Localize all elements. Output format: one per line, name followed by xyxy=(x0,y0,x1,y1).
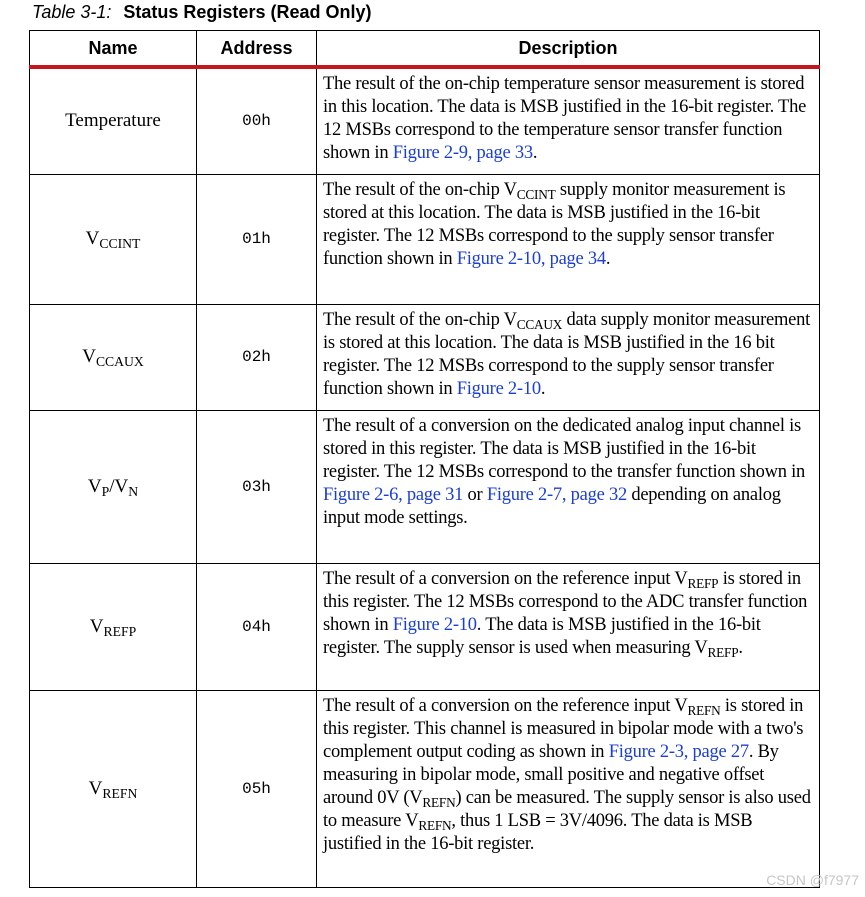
register-name: $V_P/V_N$ xyxy=(30,410,197,563)
register-address: 03h xyxy=(197,410,317,563)
table-caption xyxy=(32,1,371,23)
table-row xyxy=(30,563,820,690)
register-description: The result of a conversion on the reference input $V_{REFN}$ is stored in this register. This channel is measured in bipolar mode with a two's complement output coding as shown in Figure 2-3, page 27. By measuring in bipolar mode, small positive and negative offset around 0V $(V_{REFN})$ can be measured. The supply sensor is also used to measure $V_{REFN}$, thus 1 LSB = 3V/4096. The data is MSB justified in the 16-bit register. xyxy=(317,690,820,887)
register-description: The result of a conversion on the dedicated analog input channel is stored in this register. The data is MSB justified in the 16-bit register. The 12 MSBs correspond to the transfer function shown in Figure 2-6, page 31 or Figure 2-7, page 32 depending on analog input mode settings. xyxy=(317,410,820,563)
register-name: $V_{REFP}$ xyxy=(30,563,197,690)
header-row xyxy=(30,31,820,68)
table-row xyxy=(30,410,820,563)
table-row xyxy=(30,304,820,410)
register-address: 00h xyxy=(197,67,317,174)
watermark: CSDN @f7977 xyxy=(766,872,859,888)
register-address: 01h xyxy=(197,174,317,304)
register-address: 04h xyxy=(197,563,317,690)
header-name: Name xyxy=(30,31,197,68)
register-description: The result of the on-chip $V_{CCINT}$ supply monitor measurement is stored at this location. The data is MSB justified in the 16-bit register. The 12 MSBs correspond to the supply sensor transfer function shown in Figure 2-10, page 34. xyxy=(317,174,820,304)
figure-link[interactable]: Figure 2-7, page 32 xyxy=(486,484,627,505)
status-registers-table xyxy=(29,30,820,888)
header-description: Description xyxy=(317,31,820,68)
register-name: $V_{CCAUX}$ xyxy=(30,304,197,410)
register-name: Temperature xyxy=(30,67,197,174)
register-description: The result of the on-chip temperature sensor measurement is stored in this location. The data is MSB justified in the 16-bit register. The 12 MSBs correspond to the temperature sensor transfer function shown in Figure 2-9, page 33. xyxy=(317,67,820,174)
register-description: The result of a conversion on the reference input $V_{REFP}$ is stored in this register. The 12 MSBs correspond to the ADC transfer function shown in Figure 2-10. The data is MSB justified in the 16-bit register. The supply sensor is used when measuring $V_{REFP}$. xyxy=(317,563,820,690)
figure-link[interactable]: Figure 2-10 xyxy=(392,614,477,635)
header-address: Address xyxy=(197,31,317,68)
table-row xyxy=(30,174,820,304)
register-address: 05h xyxy=(197,690,317,887)
figure-link[interactable]: Figure 2-3, page 27 xyxy=(608,741,749,762)
register-description: The result of the on-chip $V_{CCAUX}$ data supply monitor measurement is stored at this location. The data is MSB justified in the 16 bit register. The 12 MSBs correspond to the supply sensor transfer function shown in Figure 2-10. xyxy=(317,304,820,410)
register-name: $V_{REFN}$ xyxy=(30,690,197,887)
table-row xyxy=(30,67,820,174)
register-name: $V_{CCINT}$ xyxy=(30,174,197,304)
register-address: 02h xyxy=(197,304,317,410)
table-row xyxy=(30,690,820,887)
caption-number: Table 3-1: xyxy=(32,2,112,22)
caption-title: Status Registers (Read Only) xyxy=(123,2,372,22)
figure-link[interactable]: Figure 2-6, page 31 xyxy=(323,484,464,505)
figure-link[interactable]: Figure 2-10 xyxy=(456,378,541,399)
figure-link[interactable]: Figure 2-10, page 34 xyxy=(456,248,606,269)
figure-link[interactable]: Figure 2-9, page 33 xyxy=(392,143,533,163)
